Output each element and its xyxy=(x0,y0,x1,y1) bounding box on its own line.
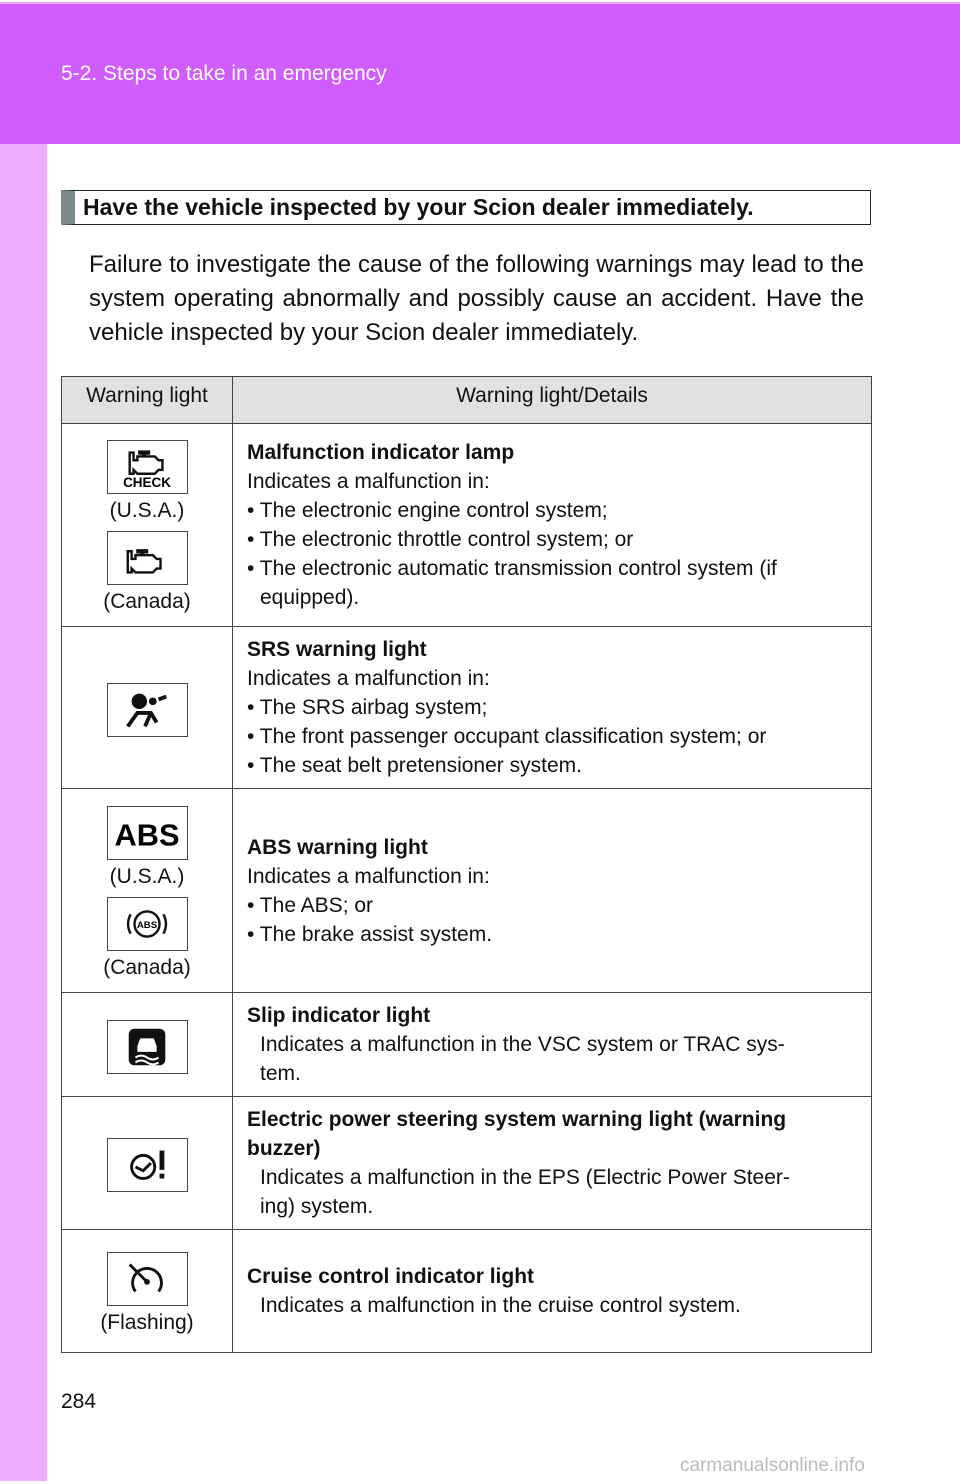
side-strip xyxy=(0,144,47,1481)
svg-text:CHECK: CHECK xyxy=(122,475,171,491)
detail-line: tem. xyxy=(260,1062,301,1085)
icon-caption: (U.S.A.) xyxy=(109,499,185,522)
detail-line: Indicates a malfunction in the VSC system or TRAC sys- xyxy=(260,1033,785,1056)
detail-line: Indicates a malfunction in the EPS (Electric Power Steer- xyxy=(260,1166,790,1189)
table-row xyxy=(62,1230,872,1353)
detail-line: Indicates a malfunction in: xyxy=(247,864,490,888)
row-title: SRS warning light xyxy=(247,638,427,661)
section-title: 5-2. Steps to take in an emergency xyxy=(61,62,387,85)
table-row xyxy=(62,424,872,627)
detail-line: • The ABS; or xyxy=(247,893,374,917)
table-row xyxy=(62,1097,872,1230)
cruise-control-icon xyxy=(107,1252,188,1306)
srs-airbag-icon xyxy=(107,683,188,737)
detail-line: • The SRS airbag system; xyxy=(247,696,488,719)
detail-line: ing) system. xyxy=(260,1195,374,1218)
table-row xyxy=(62,789,872,993)
row-title: Cruise control indicator light xyxy=(247,1265,535,1288)
detail-line: • The seat belt pretensioner system. xyxy=(247,754,582,777)
table-row xyxy=(62,993,872,1097)
detail-line: • The brake assist system. xyxy=(247,922,493,946)
svg-text:ABS: ABS xyxy=(114,817,180,853)
detail-line: • The electronic throttle control system; or xyxy=(247,528,634,551)
detail-line: equipped). xyxy=(260,586,360,609)
page-number: 284 xyxy=(61,1390,97,1413)
col-header-warning-light: Warning light xyxy=(62,377,233,424)
row-title: ABS warning light xyxy=(247,835,428,859)
row-title: Malfunction indicator lamp xyxy=(247,441,515,464)
detail-line: • The front passenger occupant classification system; or xyxy=(247,725,767,748)
page-header xyxy=(0,2,960,144)
check-engine-icon xyxy=(107,440,188,494)
slip-indicator-icon xyxy=(107,1020,188,1074)
icon-caption: (Canada) xyxy=(103,955,191,979)
abs-text-icon xyxy=(107,806,188,860)
caution-title: Have the vehicle inspected by your Scion dealer immediately. xyxy=(61,190,871,225)
intro-paragraph: Failure to investigate the cause of the following warnings may lead to the system operating abnormally and possibly cause an accident. Have the vehicle inspected by your Scion dealer immediately. xyxy=(89,251,864,346)
engine-icon xyxy=(107,531,188,585)
detail-line: Indicates a malfunction in: xyxy=(247,667,490,690)
table-row xyxy=(62,627,872,789)
watermark: carmanualsonline.info xyxy=(680,1455,865,1476)
detail-line: • The electronic engine control system; xyxy=(247,499,608,522)
eps-warning-icon xyxy=(107,1138,188,1192)
row-title: Electric power steering system warning light (warning buzzer) xyxy=(247,1108,787,1160)
detail-line: Indicates a malfunction in the cruise control system. xyxy=(260,1294,741,1317)
warning-table xyxy=(61,376,872,1353)
row-title: Slip indicator light xyxy=(247,1004,431,1027)
col-header-details: Warning light/Details xyxy=(233,377,872,424)
detail-line: • The electronic automatic transmission control system (if xyxy=(247,557,777,580)
detail-line: Indicates a malfunction in: xyxy=(247,470,490,493)
svg-text:ABS: ABS xyxy=(136,919,157,931)
abs-circle-icon xyxy=(107,897,188,951)
icon-caption: (Flashing) xyxy=(100,1310,194,1334)
icon-caption: (U.S.A.) xyxy=(109,864,185,888)
icon-caption: (Canada) xyxy=(103,590,191,613)
